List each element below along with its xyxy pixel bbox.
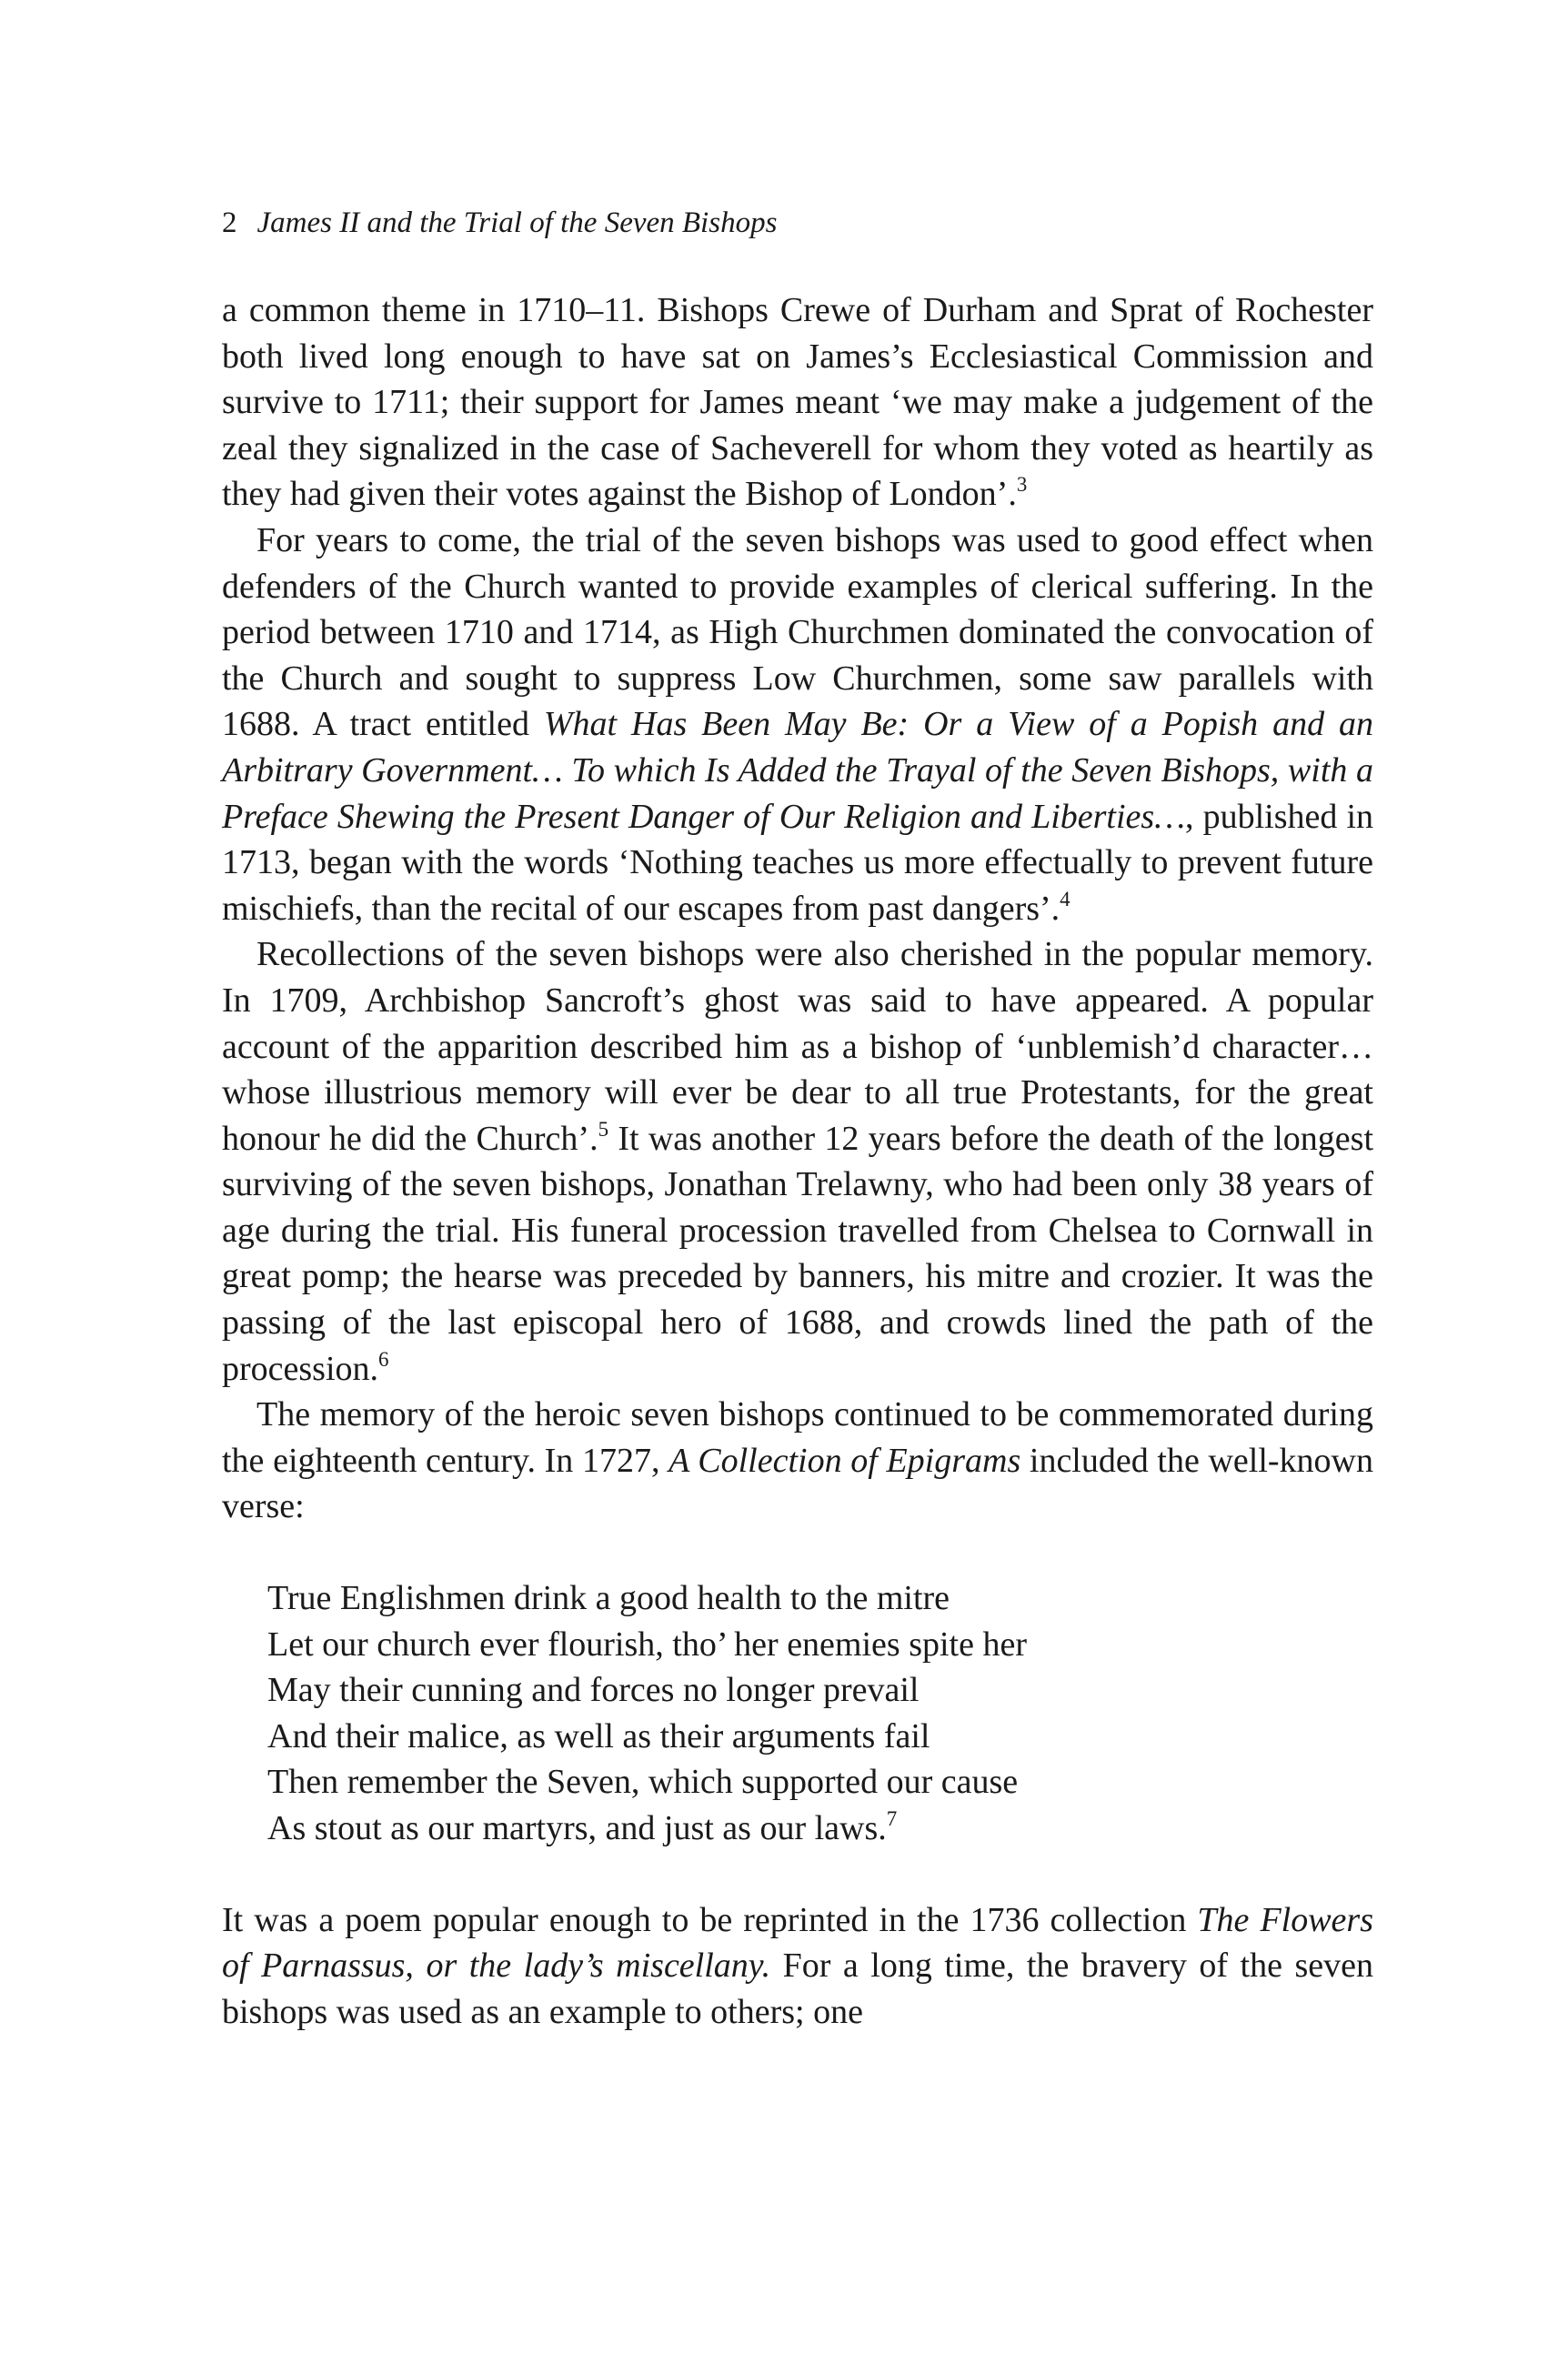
body-text — [222, 287, 1373, 2035]
running-title: James II and the Trial of the Seven Bishops — [256, 206, 778, 239]
verse-text: As stout as our martyrs, and just as our laws. — [267, 1809, 887, 1847]
footnote-ref-5[interactable]: 5 — [598, 1117, 609, 1141]
paragraph-1 — [222, 287, 1373, 518]
footnote-ref-4[interactable]: 4 — [1060, 887, 1070, 910]
paragraph-2 — [222, 518, 1373, 931]
paragraph-text: included the well-known verse: — [222, 1441, 1373, 1526]
paragraph-text: It was another 12 years before the death of the longest surviving of the seven bishops, Jonathan Trelawny, who had been only 38 years of age during the trial. His funeral procession travelled from Chelsea to Cornwall in great pomp; the hearse was preceded by banners, his mitre and crozier. It was the passing of the last episcopal hero of 1688, and crowds lined the path of the procession. — [222, 1119, 1373, 1388]
verse-line-last — [267, 1806, 1373, 1852]
paragraph-4 — [222, 1392, 1373, 1530]
paragraph-text: a common theme in 1710–11. Bishops Crewe of Durham and Sprat of Rochester both lived long enough to have sat on James’s Ecclesiastical Commission and survive to 1711; their support for James meant ‘we may make a judgement of the zeal they signalized in the case of Sacheverell for whom they voted as heartily as they had given their votes against the Bishop of London’. — [222, 291, 1373, 514]
paragraph-text: Recollections of the seven bishops were also cherished in the popular memory. In 1709, Archbishop Sancroft’s ghost was said to have appeared. A popular account of the apparition described him as a bishop of ‘unblemish’d character…whose illustrious memory will ever be dear to all true Protestants, for the great honour he did the Church’. — [222, 935, 1373, 1158]
paragraph-5 — [222, 1897, 1373, 2036]
collection-title: A Collection of Epigrams — [668, 1441, 1021, 1480]
paragraph-text: The memory of the heroic seven bishops continued to be commemorated during the eighteenth century. In 1727, — [222, 1395, 1373, 1480]
paragraph-text: For years to come, the trial of the seven bishops was used to good effect when defenders of the Church wanted to provide examples of clerical suffering. In the period between 1710 and 1714, as High Churchmen dominated the convocation of the Church and sought to suppress Low Churchmen, some saw parallels with 1688. A tract entitled — [222, 520, 1373, 744]
miscellany-title: The Flowers of Parnassus, or the lady’s miscellany. — [222, 1900, 1373, 1986]
paragraph-text: It was a poem popular enough to be reprinted in the 1736 collection — [222, 1900, 1198, 1939]
footnote-ref-3[interactable]: 3 — [1016, 473, 1028, 497]
verse-block — [267, 1575, 1373, 1852]
verse-line: May their cunning and forces no longer prevail — [267, 1671, 920, 1710]
verse-line: Let our church ever flourish, tho’ her enemies spite her — [267, 1625, 1027, 1664]
verse-line: And their malice, as well as their arguments fail — [267, 1716, 930, 1755]
verse-line: True Englishmen drink a good health to the mitre — [267, 1579, 950, 1618]
verse-line: Then remember the Seven, which supported our cause — [267, 1763, 1019, 1802]
footnote-ref-6[interactable]: 6 — [378, 1347, 389, 1371]
footnote-ref-7[interactable]: 7 — [886, 1807, 898, 1830]
page-number: 2 — [222, 206, 237, 239]
paragraph-text: For a long time, the bravery of the seven bishops was used as an example to others; one — [222, 1946, 1373, 2031]
paragraph-3 — [222, 931, 1373, 1392]
paragraph-text: , published in 1713, began with the words ‘Nothing teaches us more effectually to prevent future mischiefs, than the recital of our escapes from past dangers’. — [222, 797, 1373, 928]
tract-title: What Has Been May Be: Or a View of a Popish and an Arbitrary Government… To which Is Added the Trayal of the Seven Bishops, with a Preface Shewing the Present Danger of Our Religion and Liberties… — [222, 705, 1373, 836]
running-head — [222, 202, 777, 244]
